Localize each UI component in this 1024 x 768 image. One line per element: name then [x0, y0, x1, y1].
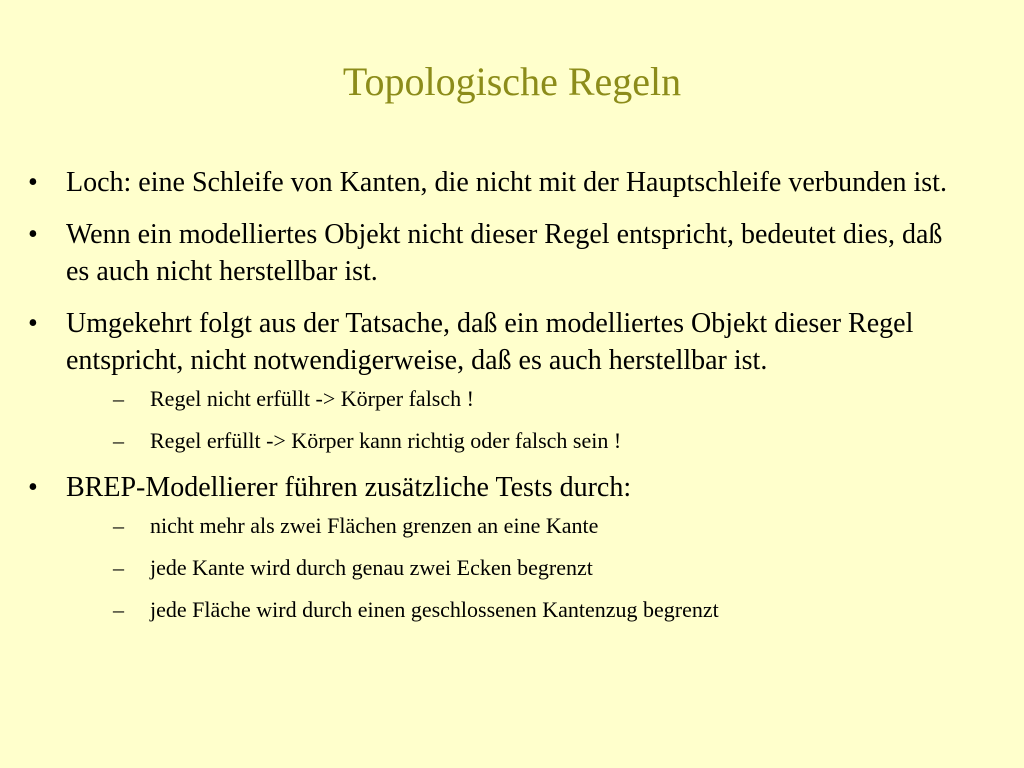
sub-bullet-text: nicht mehr als zwei Flächen grenzen an eine Kante	[150, 513, 599, 538]
bullet-marker: •	[28, 167, 38, 198]
sub-bullet-marker: –	[113, 428, 124, 453]
sub-bullet-marker: –	[113, 597, 124, 622]
bullet-marker: •	[28, 219, 38, 250]
bullet-text: Umgekehrt folgt aus der Tatsache, daß ein modelliertes Objekt dieser Regel entspricht, nicht notwendigerweise, daß es auch herstellbar ist.	[66, 308, 914, 376]
slide-title: Topologische Regeln	[342, 59, 682, 104]
bullet-item	[28, 216, 968, 290]
bullet-item	[28, 164, 968, 201]
sub-bullet-marker: –	[113, 513, 124, 538]
bullet-text: Loch: eine Schleife von Kanten, die nicht mit der Hauptschleife verbunden ist.	[66, 167, 947, 198]
bullet-marker: •	[28, 308, 38, 339]
bullet-marker: •	[28, 472, 38, 503]
bullet-item	[28, 305, 968, 455]
sub-list	[66, 385, 968, 455]
sub-bullet-text: Regel erfüllt -> Körper kann richtig oder falsch sein !	[150, 428, 622, 453]
sub-bullet-item	[66, 554, 968, 582]
sub-bullet-text: jede Kante wird durch genau zwei Ecken begrenzt	[150, 555, 593, 580]
sub-bullet-marker: –	[113, 386, 124, 411]
sub-bullet-item	[66, 385, 968, 413]
sub-list	[66, 512, 968, 624]
sub-bullet-text: Regel nicht erfüllt -> Körper falsch !	[150, 386, 474, 411]
sub-bullet-marker: –	[113, 555, 124, 580]
bullet-text: Wenn ein modelliertes Objekt nicht dieser Regel entspricht, bedeutet dies, daß es auch nicht herstellbar ist.	[66, 219, 943, 287]
bullet-text: BREP-Modellierer führen zusätzliche Tests durch:	[66, 472, 632, 503]
sub-bullet-text: jede Fläche wird durch einen geschlossenen Kantenzug begrenzt	[150, 597, 719, 622]
bullet-item	[28, 469, 968, 624]
slide-content	[28, 164, 968, 638]
sub-bullet-item	[66, 427, 968, 455]
sub-bullet-item	[66, 596, 968, 624]
sub-bullet-item	[66, 512, 968, 540]
